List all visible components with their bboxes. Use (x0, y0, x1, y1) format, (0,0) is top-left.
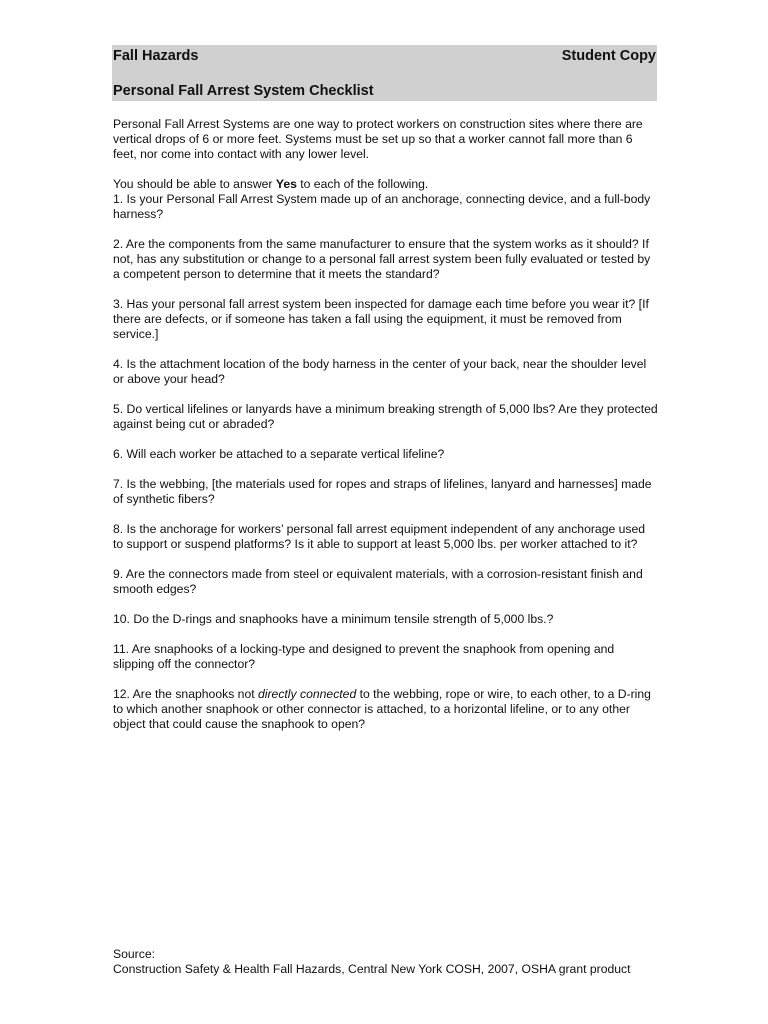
checklist-question: 10. Do the D-rings and snaphooks have a minimum tensile strength of 5,000 lbs.? (113, 612, 554, 626)
document-body (113, 117, 658, 747)
instruction-emphasis: Yes (275, 177, 297, 191)
checklist-question-12 (113, 687, 658, 732)
checklist-question: 8. Is the anchorage for workers’ personal fall arrest equipment independent of any anchorage used to support or suspend platforms? Is it able to support at least 5,000 lbs. per worker attached to it? (113, 522, 646, 551)
checklist-question: 9. Are the connectors made from steel or equivalent materials, with a corrosion-resistant finish and smooth edges? (113, 567, 643, 596)
instruction-text-before: You should be able to answer (113, 177, 276, 191)
checklist-question: 5. Do vertical lifelines or lanyards have a minimum breaking strength of 5,000 lbs? Are they protected against being cut or abraded? (113, 402, 658, 431)
checklist-question: 7. Is the webbing, [the materials used for ropes and straps of lifelines, lanyard and harnesses] made of synthetic fibers? (113, 477, 652, 506)
source-text: Construction Safety & Health Fall Hazards, Central New York COSH, 2007, OSHA grant product (113, 962, 631, 976)
instruction-text-after: to each of the following. (296, 177, 429, 191)
checklist-question: 3. Has your personal fall arrest system been inspected for damage each time before you wear it? [If there are defects, or if someone has taken a fall using the equipment, it must be removed from service.] (113, 297, 649, 341)
checklist-question: 6. Will each worker be attached to a separate vertical lifeline? (113, 447, 445, 461)
page-title: Personal Fall Arrest System Checklist (113, 83, 374, 99)
copy-type-label: Student Copy (561, 48, 656, 64)
source-label: Source: (113, 947, 156, 961)
intro-paragraph: Personal Fall Arrest Systems are one way to protect workers on construction sites where there are vertical drops of 6 or more feet. Systems must be set up so that a worker cannot fall more than 6 feet, nor come into contact with any lower level. (113, 117, 643, 161)
header-band (112, 45, 657, 101)
instruction-line (113, 177, 658, 192)
question-12-before: 12. Are the snaphooks not (113, 687, 258, 701)
checklist-question: 2. Are the components from the same manufacturer to ensure that the system works as it should? If not, has any substitution or change to a personal fall arrest system been fully evaluated or tested by a competent person to determine that it meets the standard? (113, 237, 651, 281)
source-citation (113, 947, 673, 977)
checklist-question: 4. Is the attachment location of the body harness in the center of your back, near the shoulder level or above your head? (113, 357, 647, 386)
document-topic: Fall Hazards (113, 48, 199, 64)
header-row (112, 46, 657, 66)
checklist-question: 11. Are snaphooks of a locking-type and designed to prevent the snaphook from opening and slipping off the connector? (113, 642, 615, 671)
question-12-emphasis: directly connected (258, 687, 357, 701)
question-12-after: to the webbing, rope or wire, to each other, to a D-ring to which another snaphook or other connector is attached, to a horizontal lifeline, or to any other object that could cause the snaphook to open? (113, 687, 651, 731)
checklist-question: 1. Is your Personal Fall Arrest System made up of an anchorage, connecting device, and a full-body harness? (113, 192, 651, 221)
